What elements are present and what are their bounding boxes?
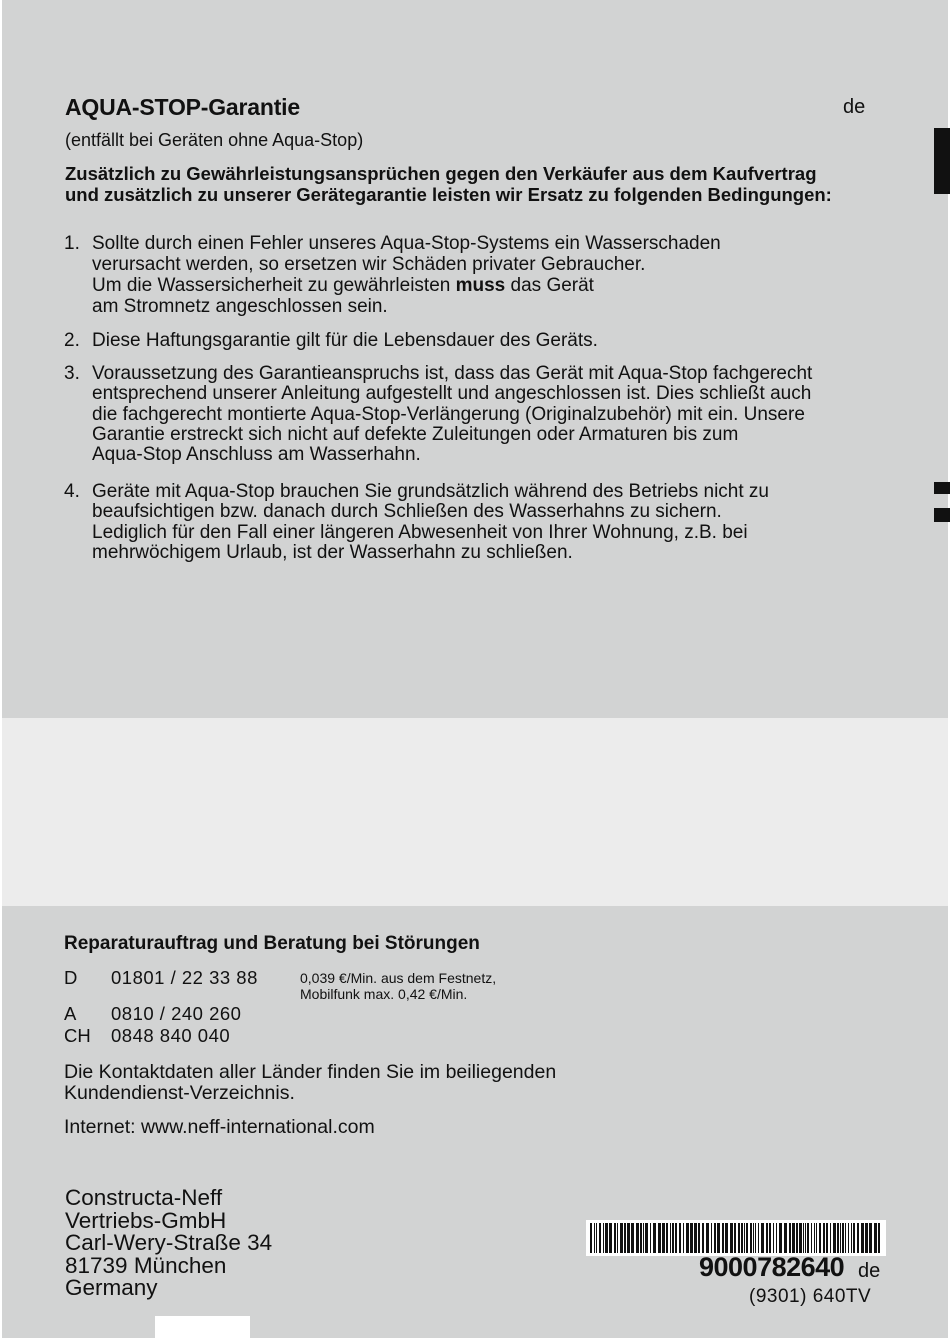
intro-line: Zusätzlich zu Gewährleistungsansprüchen gegen den Verkäufer aus dem Kaufvertrag — [65, 163, 817, 184]
barcode-bar — [878, 1223, 880, 1253]
barcode-bar — [776, 1223, 777, 1253]
barcode-bar — [803, 1223, 804, 1253]
call-rate-note — [300, 970, 496, 1002]
barcode-number: 9000782640 — [699, 1252, 845, 1282]
list-item-line: beaufsichtigen bzw. danach durch Schließen des Wasserhahns zu sichern. — [92, 501, 722, 523]
contact-note-line: Die Kontaktdaten aller Länder finden Sie im beiliegenden — [64, 1061, 557, 1083]
barcode-bar — [631, 1223, 634, 1253]
list-item-text-segment: Um die Wassersicherheit zu gewährleisten — [92, 275, 456, 296]
print-mark — [155, 1316, 250, 1338]
call-rate-line: Mobilfunk max. 0,42 €/Min. — [300, 986, 468, 1002]
internet-link[interactable]: Internet: www.neff-international.com — [64, 1116, 375, 1138]
barcode-bar — [679, 1223, 681, 1253]
barcode-bar — [596, 1223, 597, 1253]
barcode-bar — [614, 1223, 616, 1253]
barcode-bar — [789, 1223, 791, 1253]
list-item-line: Sollte durch einen Fehler unseres Aqua-Stop-Systems ein Wasserschaden — [92, 233, 721, 254]
page-title: AQUA-STOP-Garantie — [65, 94, 300, 120]
barcode-bar — [853, 1223, 855, 1253]
list-item-line: Lediglich für den Fall einer längeren Abwesenheit von Ihrer Wohnung, z.B. bei — [92, 521, 748, 543]
barcode-bar — [636, 1223, 639, 1253]
country-code: A — [64, 1003, 77, 1024]
barcode-bar — [650, 1223, 651, 1253]
page-subtitle: (entfällt bei Geräten ohne Aqua-Stop) — [65, 130, 364, 150]
barcode-bar — [706, 1223, 709, 1253]
barcode-bar — [722, 1223, 724, 1253]
barcode-bar — [702, 1223, 704, 1253]
barcode-bar — [799, 1223, 802, 1253]
barcode-bar — [851, 1223, 852, 1253]
barcode-bar — [746, 1223, 748, 1253]
list-item-line: Voraussetzung des Garantieanspruchs ist, dass das Gerät mit Aqua-Stop fachgerecht — [92, 363, 813, 384]
barcode-bar — [694, 1223, 697, 1253]
service-title: Reparaturauftrag und Beratung bei Störungen — [64, 933, 480, 954]
edge-tab-marker — [934, 508, 950, 522]
barcode-bar — [725, 1223, 728, 1253]
barcode-bar — [779, 1223, 782, 1253]
barcode-bar — [819, 1223, 821, 1253]
barcode-bar — [658, 1223, 661, 1253]
barcode-bar — [666, 1223, 668, 1253]
barcode-bar — [796, 1223, 798, 1253]
barcode-bar — [645, 1223, 648, 1253]
barcode-bar — [750, 1223, 752, 1253]
barcode-bar — [605, 1223, 608, 1253]
list-item-number: 1. — [64, 233, 80, 254]
barcode-bar — [840, 1223, 841, 1253]
country-code: CH — [64, 1025, 91, 1046]
barcode-bar — [865, 1223, 868, 1253]
barcode-bar — [816, 1223, 817, 1253]
list-item-line: Geräte mit Aqua-Stop brauchen Sie grundsätzlich während des Betriebs nicht zu — [92, 481, 769, 502]
barcode-bar — [738, 1223, 740, 1253]
call-rate-line: 0,039 €/Min. aus dem Festnetz, — [300, 970, 497, 986]
barcode-bar — [627, 1223, 630, 1253]
barcode-bar — [792, 1223, 795, 1253]
barcode-bar — [617, 1223, 618, 1253]
barcode-bar — [830, 1223, 831, 1253]
emphasis-text: muss — [455, 275, 506, 296]
light-band — [2, 718, 948, 906]
barcode-bar — [811, 1223, 812, 1253]
contact-note-line: Kundendienst-Verzeichnis. — [64, 1082, 295, 1104]
barcode-bar — [857, 1223, 859, 1253]
barcode-bar — [698, 1223, 700, 1253]
barcode-bar — [848, 1223, 849, 1253]
barcode-bar — [826, 1223, 828, 1253]
barcode-bar — [741, 1223, 743, 1253]
barcode-bar — [769, 1223, 771, 1253]
barcode-language: de — [858, 1260, 881, 1282]
barcode-bar — [814, 1223, 815, 1253]
list-item-line: verursacht werden, so ersetzen wir Schäden privater Gebraucher. — [92, 254, 646, 275]
barcode-bar — [594, 1223, 595, 1253]
barcode-bar — [755, 1223, 756, 1253]
language-code: de — [843, 96, 866, 118]
barcode-bar — [823, 1223, 825, 1253]
phone-number: 0848 840 040 — [111, 1025, 231, 1046]
phone-number: 01801 / 22 33 88 — [111, 967, 258, 988]
barcode-bar — [842, 1223, 844, 1253]
barcode-bar — [837, 1223, 839, 1253]
barcode-bar — [869, 1223, 872, 1253]
product-code: (9301) 640TV — [749, 1286, 872, 1307]
barcode-bar — [773, 1223, 774, 1253]
barcode-bar — [683, 1223, 684, 1253]
edge-tab-marker — [934, 128, 950, 194]
barcode-bar — [609, 1223, 612, 1253]
address-line: Constructa-Neff — [65, 1185, 223, 1210]
barcode-bar — [753, 1223, 754, 1253]
company-address — [65, 1187, 272, 1300]
barcode-bar — [686, 1223, 689, 1253]
list-item-text-segment: das Gerät — [505, 275, 594, 296]
barcode-bar — [761, 1223, 764, 1253]
barcode-bar — [714, 1223, 716, 1253]
address-line: 81739 München — [65, 1252, 227, 1278]
list-item-line — [92, 275, 721, 296]
intro-line: und zusätzlich zu unserer Gerätegarantie leisten wir Ersatz zu folgenden Bedingungen: — [65, 184, 832, 205]
address-line: Carl-Wery-Straße 34 — [65, 1230, 273, 1255]
list-item-number: 3. — [64, 363, 80, 384]
barcode-bar — [833, 1223, 836, 1253]
edge-tab-marker — [934, 482, 950, 494]
list-item-line: am Stromnetz angeschlossen sein. — [92, 296, 388, 317]
list-item-number: 2. — [64, 330, 80, 351]
list-item-text — [92, 364, 812, 465]
barcode-bar — [672, 1223, 674, 1253]
phone-number: 0810 / 240 260 — [111, 1003, 242, 1024]
barcode-bar — [620, 1223, 623, 1253]
barcode-bar — [744, 1223, 745, 1253]
barcode-bar — [624, 1223, 626, 1253]
list-item-line: entsprechend unserer Anleitung aufgestellt und angeschlossen ist. Dies schließt auch — [92, 383, 812, 405]
barcode-bar — [717, 1223, 720, 1253]
list-item-line: die fachgerecht montierte Aqua-Stop-Verlängerung (Originalzubehör) mit ein. Unsere — [92, 403, 805, 425]
barcode-bar — [670, 1223, 671, 1253]
address-line: Germany — [65, 1275, 158, 1300]
country-code: D — [64, 967, 78, 988]
list-item-line: Garantie erstreckt sich nicht auf defekte Zuleitungen oder Armaturen bis zum — [92, 423, 739, 445]
barcode-bar — [662, 1223, 665, 1253]
intro-paragraph — [65, 163, 832, 205]
barcode-bar — [653, 1223, 656, 1253]
barcode-bar — [734, 1223, 736, 1253]
barcode-bar — [766, 1223, 768, 1253]
barcode-bar — [675, 1223, 677, 1253]
barcode-bar — [711, 1223, 712, 1253]
list-item-text — [92, 330, 598, 351]
address-line: Vertriebs-GmbH — [65, 1207, 227, 1233]
barcode-bar — [690, 1223, 693, 1253]
barcode-bar — [874, 1223, 877, 1253]
list-item-number: 4. — [64, 481, 80, 502]
barcode-bar — [861, 1223, 864, 1253]
barcode-bar — [845, 1223, 846, 1253]
list-item-line: Aqua-Stop Anschluss am Wasserhahn. — [92, 444, 421, 466]
barcode-bar — [807, 1223, 809, 1253]
barcode-bar — [784, 1223, 787, 1253]
barcode-bar — [640, 1223, 642, 1253]
barcode-bar — [599, 1223, 601, 1253]
list-item-text — [92, 482, 769, 563]
contact-note — [64, 1062, 556, 1104]
list-item-text — [92, 233, 721, 317]
barcode-bar — [805, 1223, 806, 1253]
list-item-line: Diese Haftungsgarantie gilt für die Lebensdauer des Geräts. — [92, 330, 598, 351]
barcode-graphic — [586, 1220, 886, 1256]
barcode-bar — [758, 1223, 759, 1253]
barcode-bar — [590, 1223, 592, 1253]
list-item-line: mehrwöchigem Urlaub, ist der Wasserhahn zu schließen. — [92, 541, 573, 563]
barcode-bar — [603, 1223, 604, 1253]
barcode-bar — [730, 1223, 733, 1253]
barcode-bar — [643, 1223, 644, 1253]
